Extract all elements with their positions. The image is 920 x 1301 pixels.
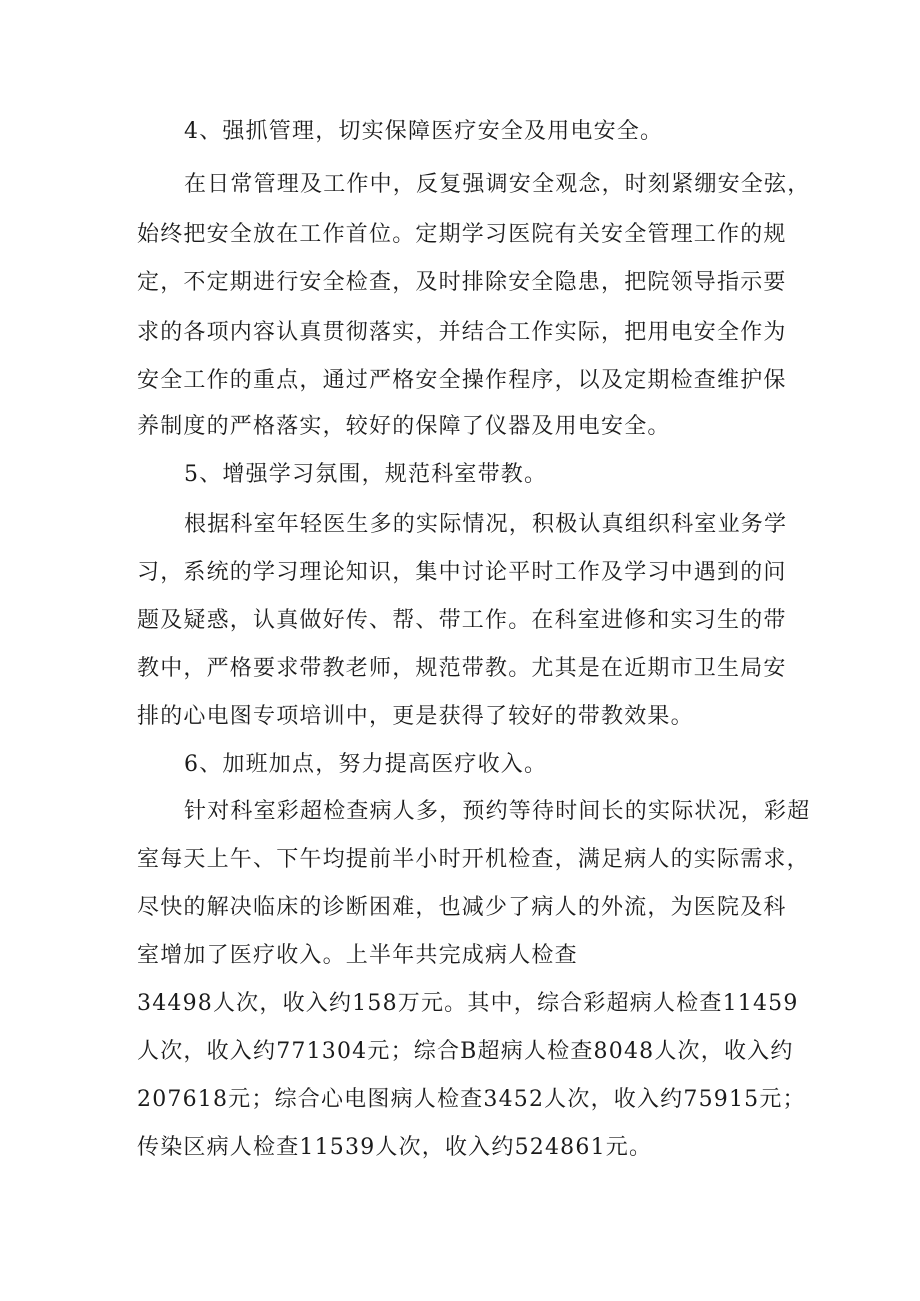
paragraph-line: 求的各项内容认真贯彻落实，并结合工作实际，把用电安全作为 [137,320,787,345]
paragraph-line: 室每天上午、下午均提前半小时开机检查，满足病人的实际需求， [137,847,810,872]
paragraph-line: 34498人次，收入约158万元。其中，综合彩超病人检查11459 [137,991,799,1016]
paragraph-line: 在日常管理及工作中，反复强调安全观念，时刻紧绷安全弦， [184,172,811,197]
section-6-heading: 6、加班加点，努力提高医疗收入。 [184,752,548,777]
paragraph-line: 习，系统的学习理论知识，集中讨论平时工作及学习中遇到的问 [137,560,787,585]
paragraph-line: 207618元；综合心电图病人检查3452人次，收入约75915元； [137,1087,806,1112]
paragraph-line: 定，不定期进行安全检查，及时排除安全隐患，把院领导指示要 [137,270,787,295]
section-4-heading: 4、强抓管理，切实保障医疗安全及用电安全。 [184,119,664,144]
paragraph-line: 养制度的严格落实，较好的保障了仪器及用电安全。 [137,414,671,439]
section-5-heading: 5、增强学习氛围，规范科室带教。 [184,462,548,487]
paragraph-line: 题及疑惑，认真做好传、帮、带工作。在科室进修和实习生的带 [137,608,787,633]
paragraph-line: 排的心电图专项培训中，更是获得了较好的带教效果。 [137,704,694,729]
paragraph-line: 传染区病人检查11539人次，收入约524861元。 [137,1135,653,1160]
paragraph-line: 室增加了医疗收入。上半年共完成病人检查 [137,943,578,968]
paragraph-line: 尽快的解决临床的诊断困难，也减少了病人的外流，为医院及科 [137,895,787,920]
paragraph-line: 人次，收入约771304元；综合B超病人检查8048人次，收入约 [137,1039,794,1064]
paragraph-line: 安全工作的重点，通过严格安全操作程序，以及定期检查维护保 [137,368,787,393]
paragraph-line: 教中，严格要求带教老师，规范带教。尤其是在近期市卫生局安 [137,656,787,681]
paragraph-line: 根据科室年轻医生多的实际情况，积极认真组织科室业务学 [184,512,788,537]
paragraph-line: 始终把安全放在工作首位。定期学习医院有关安全管理工作的规 [137,222,787,247]
paragraph-line: 针对科室彩超检查病人多，预约等待时间长的实际状况，彩超 [184,799,811,824]
